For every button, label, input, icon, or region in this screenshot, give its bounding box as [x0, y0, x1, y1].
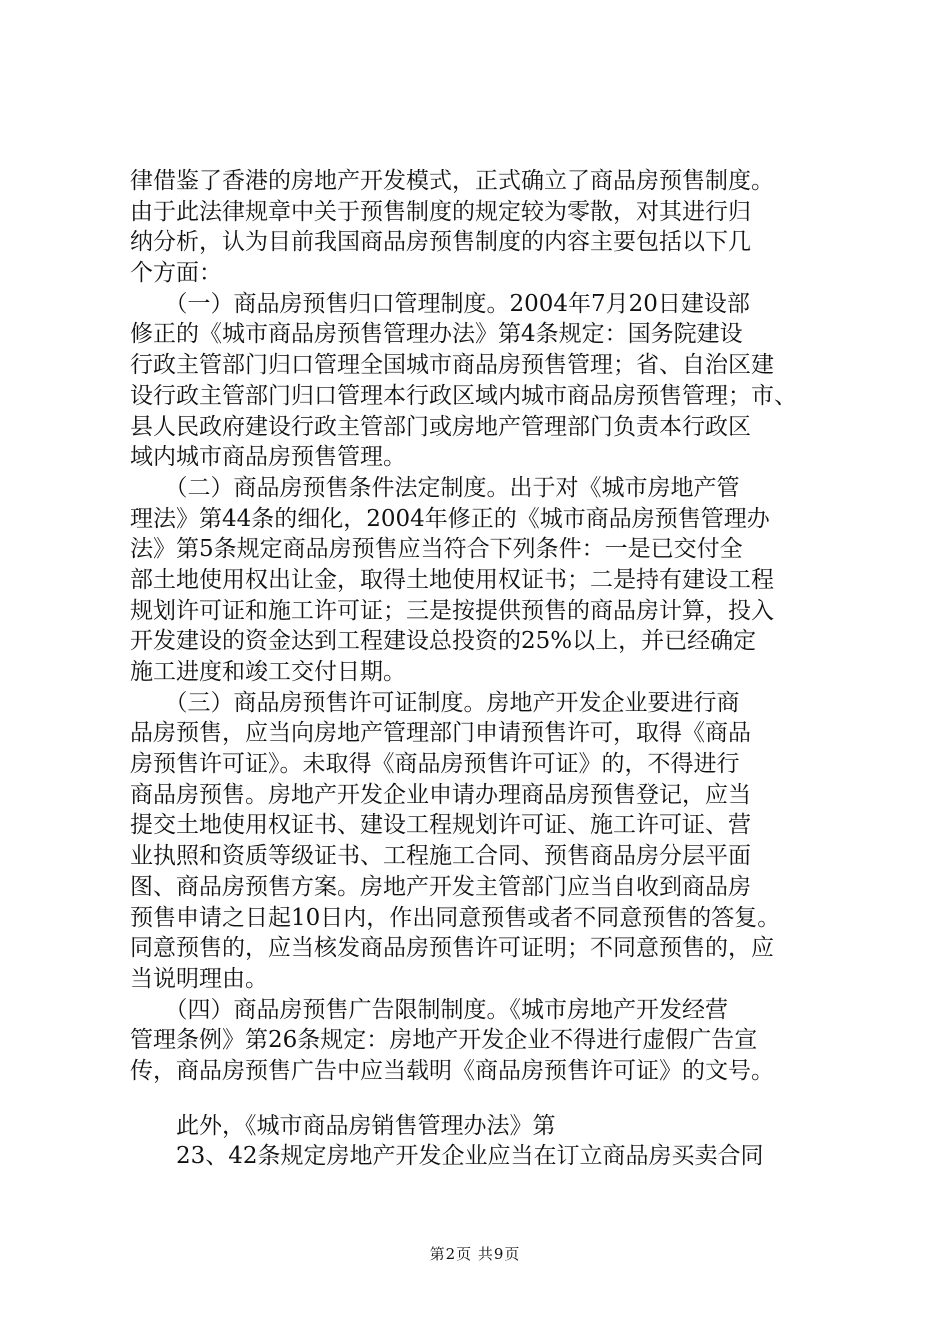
text-line: 开发建设的资金达到工程建设总投资的25%以上，并已经确定 [130, 628, 757, 655]
page-footer: 第2页 共9页 [429, 1245, 521, 1263]
text-line: 业执照和资质等级证书、工程施工合同、预售商品房分层平面 [130, 843, 751, 870]
body-text [130, 166, 835, 1172]
text-line: 提交土地使用权证书、建设工程规划许可证、施工许可证、营 [130, 812, 751, 839]
text-line: 法》第5条规定商品房预售应当符合下列条件：一是已交付全 [130, 536, 743, 563]
text-line: 县人民政府建设行政主管部门或房地产管理部门负责本行政区 [130, 413, 751, 440]
text-line: 个方面： [130, 260, 222, 287]
text-line: 纳分析，认为目前我国商品房预售制度的内容主要包括以下几 [130, 229, 751, 256]
text-line: 修正的《城市商品房预售管理办法》第4条规定：国务院建设 [130, 321, 743, 348]
text-line: 管理条例》第26条规定：房地产开发企业不得进行虚假广告宣 [130, 1027, 758, 1054]
text-line: （一）商品房预售归口管理制度。2004年7月20日建设部 [130, 290, 750, 317]
paragraph-gap [130, 1087, 835, 1111]
text-line: 预售申请之日起10日内，作出同意预售或者不同意预售的答复。 [130, 904, 781, 931]
text-line: 图、商品房预售方案。房地产开发主管部门应当自收到商品房 [130, 873, 751, 900]
text-line: 规划许可证和施工许可证；三是按提供预售的商品房计算，投入 [130, 597, 774, 624]
text-line: 商品房预售。房地产开发企业申请办理商品房预售登记，应当 [130, 781, 751, 808]
text-line: 此外，《城市商品房销售管理办法》第 [130, 1112, 556, 1139]
text-line: 律借鉴了香港的房地产开发模式，正式确立了商品房预售制度。 [130, 168, 774, 194]
text-line: 域内城市商品房预售管理。 [130, 444, 406, 471]
text-line: （四）商品房预售广告限制制度。《城市房地产开发经营 [130, 996, 728, 1023]
text-line: 品房预售，应当向房地产管理部门申请预售许可，取得《商品 [130, 720, 751, 747]
text-line: 23、42条规定房地产开发企业应当在订立商品房买卖合同 [130, 1143, 764, 1170]
text-line: 理法》第44条的细化，2004年修正的《城市商品房预售管理办 [130, 505, 770, 532]
text-line: 部土地使用权出让金，取得土地使用权证书；二是持有建设工程 [130, 566, 774, 593]
text-line: 同意预售的，应当核发商品房预售许可证明；不同意预售的，应 [130, 935, 774, 962]
text-line: 当说明理由。 [130, 965, 268, 992]
text-line: 房预售许可证》。未取得《商品房预售许可证》的，不得进行 [130, 751, 740, 778]
text-line: 施工进度和竣工交付日期。 [130, 659, 406, 685]
text-line: 由于此法律规章中关于预售制度的规定较为零散，对其进行归 [130, 198, 751, 225]
text-line: 行政主管部门归口管理全国城市商品房预售管理；省、自治区建 [130, 352, 774, 379]
text-line: 传，商品房预售广告中应当载明《商品房预售许可证》的文号。 [130, 1057, 774, 1084]
text-line: （二）商品房预售条件法定制度。出于对《城市房地产管 [130, 474, 740, 501]
text-line: （三）商品房预售许可证制度。房地产开发企业要进行商 [130, 689, 740, 716]
text-line: 设行政主管部门归口管理本行政区域内城市商品房预售管理；市、 [130, 382, 797, 409]
